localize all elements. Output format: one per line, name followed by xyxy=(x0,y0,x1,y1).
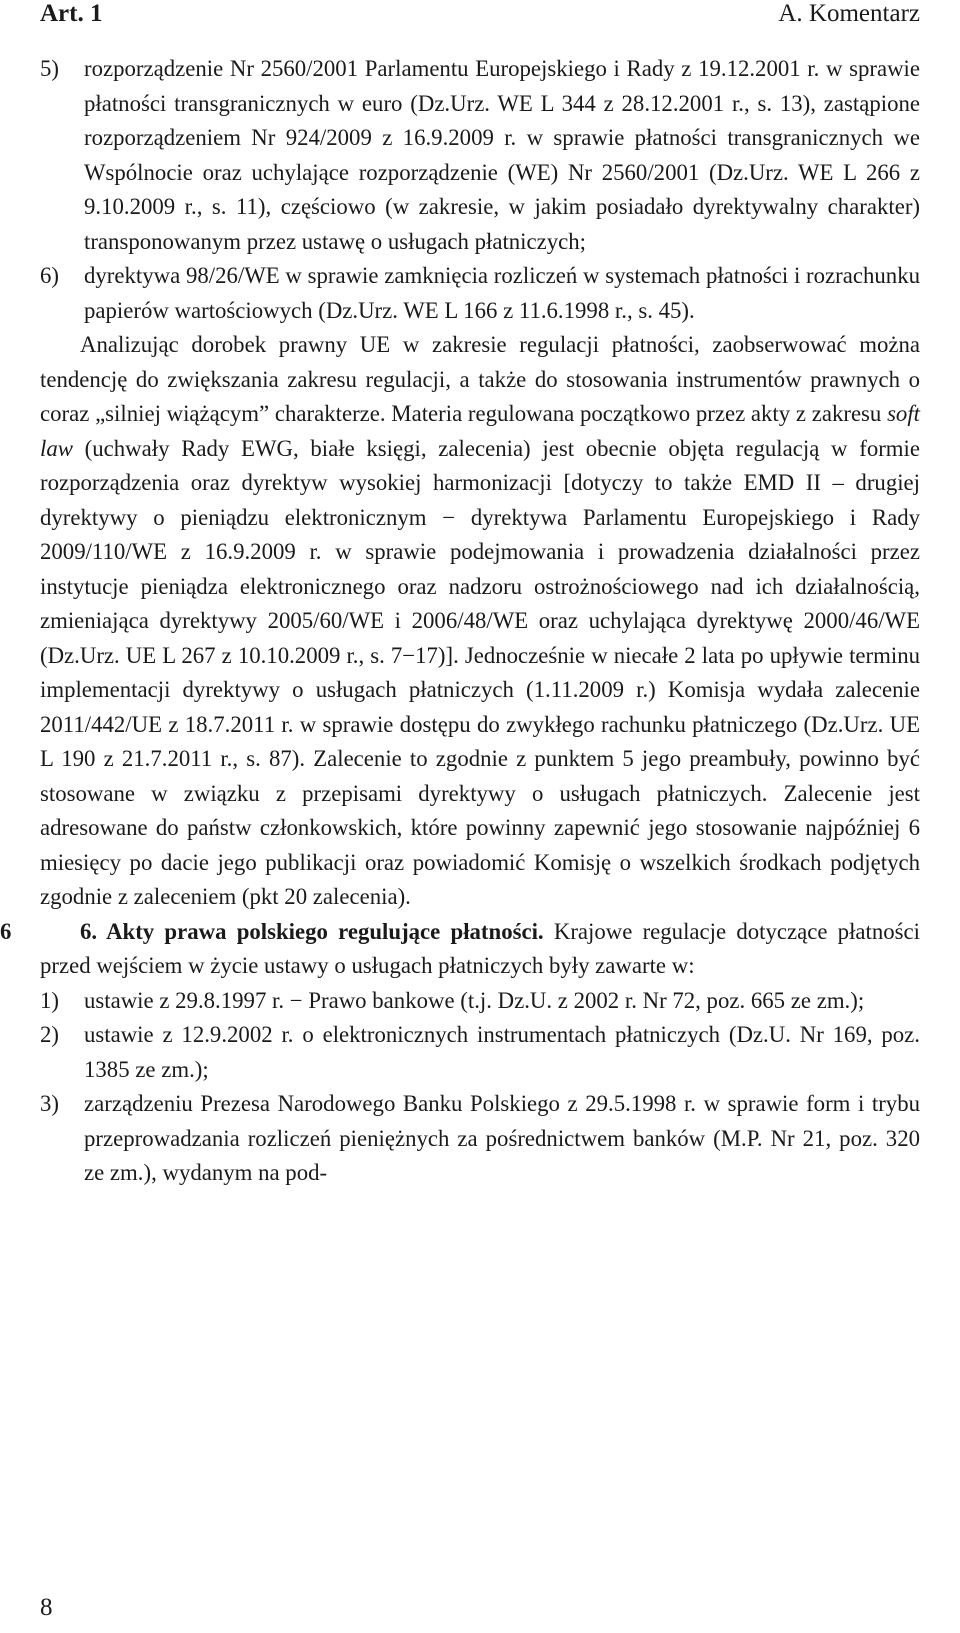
list-number: 6) xyxy=(40,263,59,288)
list-number: 5) xyxy=(40,56,59,81)
list-text: ustawie z 12.9.2002 r. o elektronicznych instrumentach płatniczych (Dz.U. Nr 169, poz. 1385 ze zm.); xyxy=(84,1022,920,1082)
margin-number: 6 xyxy=(0,918,12,944)
list-item xyxy=(40,1018,920,1087)
list-item xyxy=(40,52,920,259)
list-number: 3) xyxy=(40,1091,59,1116)
page-number: 8 xyxy=(40,1594,53,1621)
running-header xyxy=(40,0,920,34)
section-intro: Krajowe regulacje dotyczące płatności przed wejściem w życie ustawy o usługach płatniczych były zawarte w: xyxy=(40,918,920,978)
paragraph-text: Analizując dorobek prawny UE w zakresie regulacji płatności, zaobserwować można tendencję do zwiększania zakresu regulacji, a także do stosowania instrumentów prawnych o coraz „silniej wiążącym” charakterze. Materia regulowana początkowo przez akty z zakresu xyxy=(40,332,920,426)
section-label: A. Komentarz xyxy=(778,0,920,27)
list-text: rozporządzenie Nr 2560/2001 Parlamentu Europejskiego i Rady z 19.12.2001 r. w sprawie płatności transgranicznych w euro (Dz.Urz. WE L 344 z 28.12.2001 r., s. 13), zastąpione rozporządzeniem Nr 924/2009 z 16.9.2009 r. w sprawie płatności transgranicznych we Wspólnocie oraz uchylające rozporządzenie (WE) Nr 2560/2001 (Dz.Urz. WE L 266 z 9.10.2009 r., s. 11), częściowo (w zakresie, w jakim posiadało dyrektywalny charakter) transponowanym przez ustawę o usługach płatniczych; xyxy=(84,56,920,254)
document-body xyxy=(0,52,920,1191)
list-number: 1) xyxy=(40,987,59,1013)
list-item xyxy=(40,1087,920,1191)
article-label: Art. 1 xyxy=(40,0,103,27)
list-item xyxy=(40,984,920,1019)
section-heading: 6. Akty prawa polskiego regulujące płatności. xyxy=(80,918,544,944)
list-text: dyrektywa 98/26/WE w sprawie zamknięcia rozliczeń w systemach płatności i rozrachunku papierów wartościowych (Dz.Urz. WE L 166 z 11.6.1998 r., s. 45). xyxy=(84,263,920,323)
list-text: ustawie z 29.8.1997 r. − Prawo bankowe (t.j. Dz.U. z 2002 r. Nr 72, poz. 665 ze zm.); xyxy=(84,987,865,1013)
list-number: 2) xyxy=(40,1022,59,1047)
section-6 xyxy=(0,915,920,984)
section-paragraph xyxy=(40,915,920,984)
list-item xyxy=(40,259,920,328)
list-text: zarządzeniu Prezesa Narodowego Banku Polskiego z 29.5.1998 r. w sprawie form i trybu przeprowadzania rozliczeń pieniężnych za pośrednictwem banków (M.P. Nr 21, poz. 320 ze zm.), wydanym na pod- xyxy=(84,1091,920,1185)
analysis-paragraph xyxy=(40,328,920,915)
paragraph-text: (uchwały Rady EWG, białe księgi, zalecenia) jest obecnie objęta regulacją w formie rozporządzenia oraz dyrektyw wysokiej harmonizacji [dotyczy to także EMD II – drugiej dyrektywy o pieniądzu elektronicznym − dyrektywa Parlamentu Europejskiego i Rady 2009/110/WE z 16.9.2009 r. w sprawie podejmowania i prowadzenia działalności przez instytucje pieniądza elektronicznego oraz nadzoru ostrożnościowego nad ich działalnością, zmieniająca dyrektywy 2005/60/WE i 2006/48/WE oraz uchylająca dyrektywę 2000/46/WE (Dz.Urz. UE L 267 z 10.10.2009 r., s. 7−17)]. Jednocześnie w niecałe 2 lata po upływie terminu implementacji dyrektywy o usługach płatniczych (1.11.2009 r.) Komisja wydała zalecenie 2011/442/UE z 18.7.2011 r. w sprawie dostępu do zwykłego rachunku płatniczego (Dz.Urz. UE L 190 z 21.7.2011 r., s. 87). Zalecenie to zgodnie z punktem 5 jego preambuły, powinno być stosowane w związku z przepisami dyrektywy o usługach płatniczych. Zalecenie jest adresowane do państw członkowskich, które powinny zapewnić jego stosowanie najpóźniej 6 miesięcy po dacie jego publikacji oraz powiadomić Komisję o wszelkich środkach podjętych zgodnie z zaleceniem (pkt 20 zalecenia). xyxy=(40,435,920,909)
paragraph-italic: soft law xyxy=(40,401,920,461)
